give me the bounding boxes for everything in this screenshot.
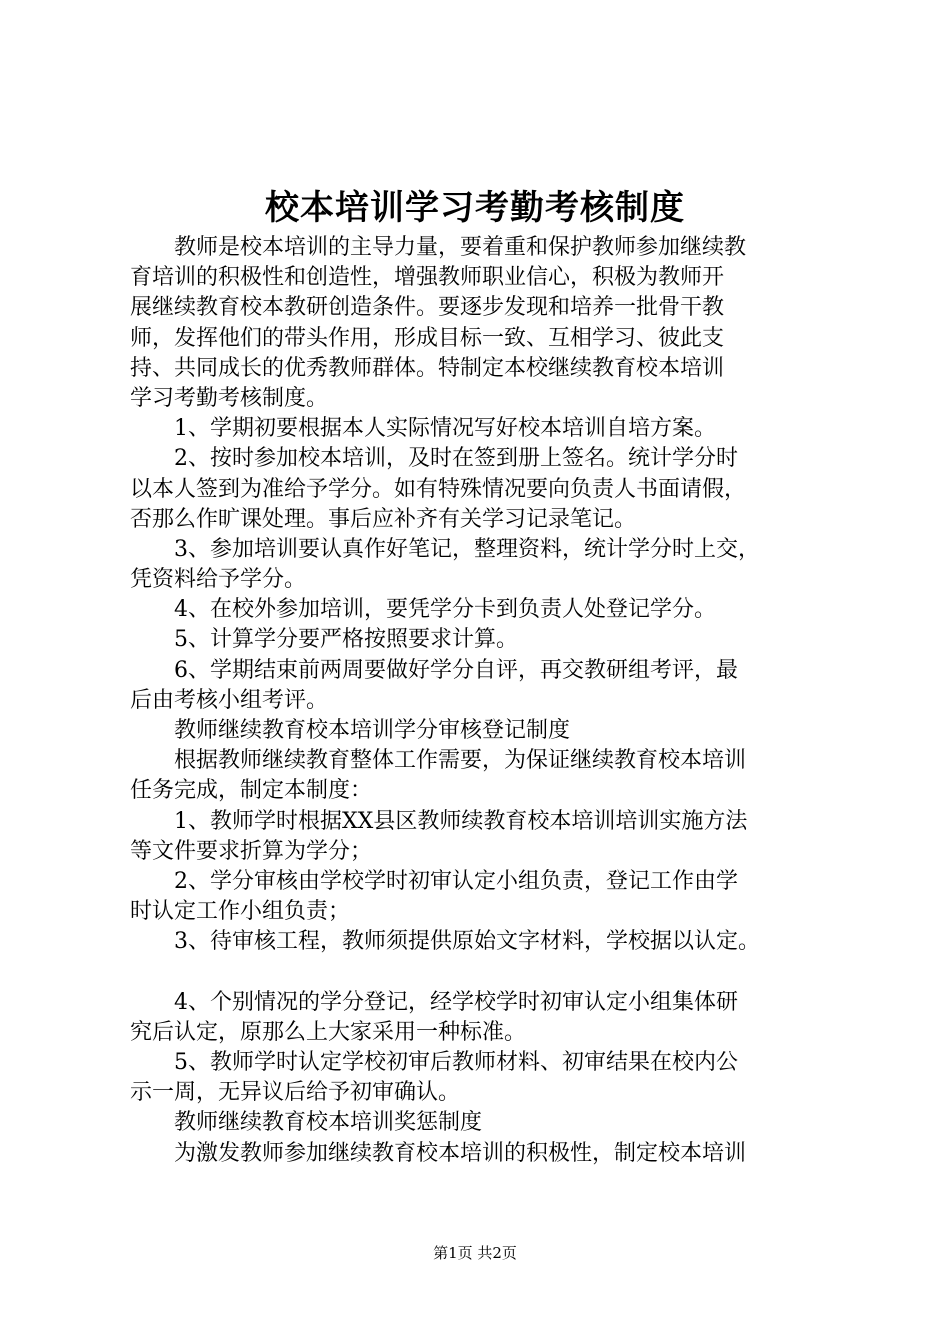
body-line: 3、待审核工程，教师须提供原始文字材料，学校据以认定。 xyxy=(130,929,760,955)
body-line: 4、个别情况的学分登记，经学校学时初审认定小组集体研 xyxy=(130,989,738,1015)
blank-line xyxy=(130,958,830,988)
page-total: 共2页 xyxy=(477,1244,517,1262)
body-line: 教师是校本培训的主导力量，要着重和保护教师参加继续教 xyxy=(130,235,747,260)
body-line: 否那么作旷课处理。事后应补齐有关学习记录笔记。 xyxy=(130,506,637,532)
body-line: 4、在校外参加培训，要凭学分卡到负责人处登记学分。 xyxy=(130,597,716,623)
section-heading: 教师继续教育校本培训奖惩制度 xyxy=(130,1110,483,1136)
body-line: 等文件要求折算为学分； xyxy=(130,838,373,864)
body-line: 任务完成，制定本制度： xyxy=(130,778,373,804)
body-line: 2、学分审核由学校学时初审认定小组负责，登记工作由学 xyxy=(130,868,738,894)
body-line: 1、教师学时根据XX县区教师续教育校本培训培训实施方法 xyxy=(130,808,748,834)
body-line: 以本人签到为准给予学分。如有特殊情况要向负责人书面请假， xyxy=(130,476,747,502)
body-line: 展继续教育校本教研创造条件。要逐步发现和培养一批骨干教 xyxy=(130,295,725,321)
body-line: 5、教师学时认定学校初审后教师材料、初审结果在校内公 xyxy=(130,1050,738,1076)
body-line: 为激发教师参加继续教育校本培训的积极性，制定校本培训 xyxy=(130,1140,747,1166)
section-heading: 教师继续教育校本培训学分审核登记制度 xyxy=(130,718,571,743)
document-body xyxy=(130,233,830,1169)
body-line: 凭资料给予学分。 xyxy=(130,567,307,593)
page-number: 第1页 xyxy=(433,1244,473,1262)
body-line: 5、计算学分要严格按照要求计算。 xyxy=(130,627,518,653)
page-footer xyxy=(0,1243,950,1263)
body-line: 1、学期初要根据本人实际情况写好校本培训自培方案。 xyxy=(130,416,716,442)
body-line: 后由考核小组考评。 xyxy=(130,687,329,713)
body-line: 2、按时参加校本培训，及时在签到册上签名。统计学分时 xyxy=(130,446,738,472)
body-line: 学习考勤考核制度。 xyxy=(130,385,329,411)
body-line: 时认定工作小组负责； xyxy=(130,899,351,925)
body-line: 6、学期结束前两周要做好学分自评，再交教研组考评，最 xyxy=(130,657,738,683)
body-line: 根据教师继续教育整体工作需要，为保证继续教育校本培训 xyxy=(130,748,747,774)
document-title: 校本培训学习考勤考核制度 xyxy=(265,188,685,228)
body-line: 示一周，无异议后给予初审确认。 xyxy=(130,1080,461,1106)
body-line: 3、参加培训要认真作好笔记，整理资料，统计学分时上交， xyxy=(130,536,760,562)
body-line: 师，发挥他们的带头作用，形成目标一致、互相学习、彼此支 xyxy=(130,325,725,351)
body-line: 究后认定，原那么上大家采用一种标准。 xyxy=(130,1019,527,1045)
body-line: 持、共同成长的优秀教师群体。特制定本校继续教育校本培训 xyxy=(130,355,725,381)
body-line: 育培训的积极性和创造性，增强教师职业信心，积极为教师开 xyxy=(130,265,725,291)
